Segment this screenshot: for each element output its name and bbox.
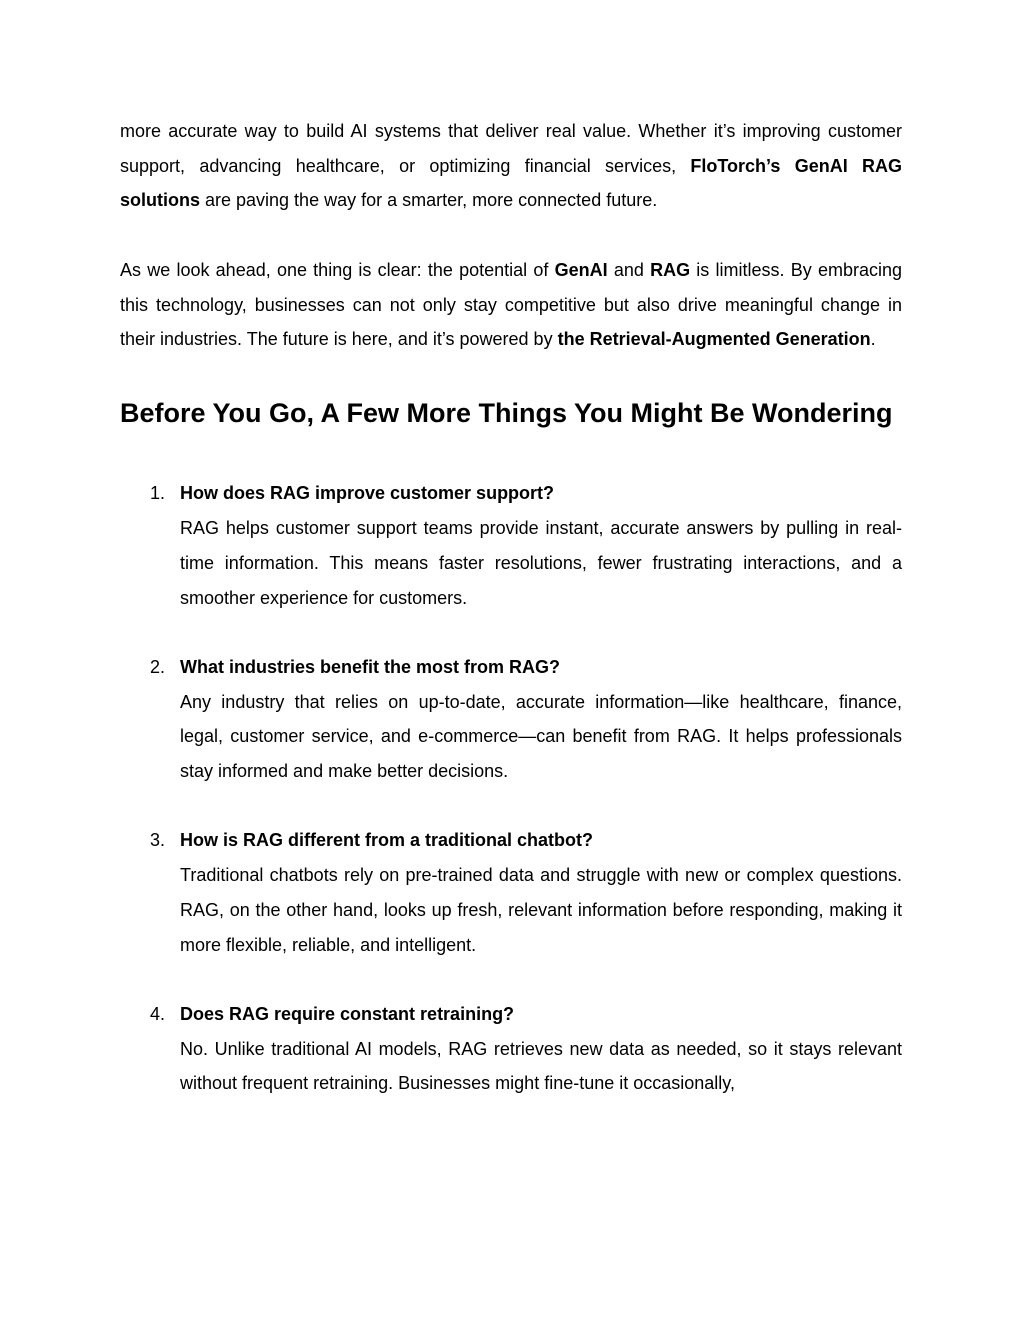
paragraph-text: more accurate way to build AI systems that deliver real value. Whether it’s improving customer support, advancing healthcare, or optimizing financial services, <box>120 121 902 176</box>
bold-text: GenAI <box>554 259 608 280</box>
faq-item <box>120 997 902 1101</box>
bold-text: RAG <box>650 259 691 280</box>
paragraph-text: . <box>870 329 876 350</box>
faq-number: 1. <box>150 483 166 504</box>
bold-text: FloTorch’s GenAI RAG solutions <box>120 155 903 211</box>
faq-number: 3. <box>150 830 166 851</box>
section-heading: Before You Go, A Few More Things You Might Be Wondering <box>120 397 893 428</box>
faq-answer: Traditional chatbots rely on pre-trained data and struggle with new or complex questions. RAG, on the other hand, looks up fresh, relevant information before responding, making it more flexible, reliable, and intelligent. <box>180 865 902 955</box>
faq-answer: No. Unlike traditional AI models, RAG retrieves new data as needed, so it stays relevant without frequent retraining. Businesses might fine-tune it occasionally, <box>180 1038 902 1094</box>
paragraph-text: is limitless. By embracing this technology, businesses can not only stay competitive but also drive meaningful change in their industries. The future is here, and it’s powered by <box>120 259 902 350</box>
faq-number: 2. <box>150 656 166 677</box>
faq-item <box>120 650 902 789</box>
faq-number: 4. <box>150 1003 166 1024</box>
conclusion-paragraph <box>120 253 902 357</box>
faq-question: Does RAG require constant retraining? <box>180 1003 515 1024</box>
faq-item <box>120 476 902 615</box>
paragraph-text: and <box>607 259 651 280</box>
paragraph-text: As we look ahead, one thing is clear: the potential of <box>120 259 555 280</box>
document-page <box>120 114 902 1136</box>
faq-answer: Any industry that relies on up-to-date, accurate information—like healthcare, finance, legal, customer service, and e-commerce—can benefit from RAG. It helps professionals stay informed and make better decisions. <box>180 691 902 782</box>
faq-item <box>120 823 902 962</box>
paragraph-text: are paving the way for a smarter, more connected future. <box>200 190 658 211</box>
faq-list <box>120 476 902 1101</box>
bold-text: the Retrieval-Augmented Generation <box>557 329 871 350</box>
faq-question: What industries benefit the most from RAG? <box>180 656 561 677</box>
faq-question: How is RAG different from a traditional chatbot? <box>180 830 594 851</box>
faq-question: How does RAG improve customer support? <box>180 483 555 504</box>
faq-answer: RAG helps customer support teams provide instant, accurate answers by pulling in real-time information. This means faster resolutions, fewer frustrating interactions, and a smoother experience for customers. <box>180 518 902 608</box>
intro-paragraph <box>120 114 902 218</box>
